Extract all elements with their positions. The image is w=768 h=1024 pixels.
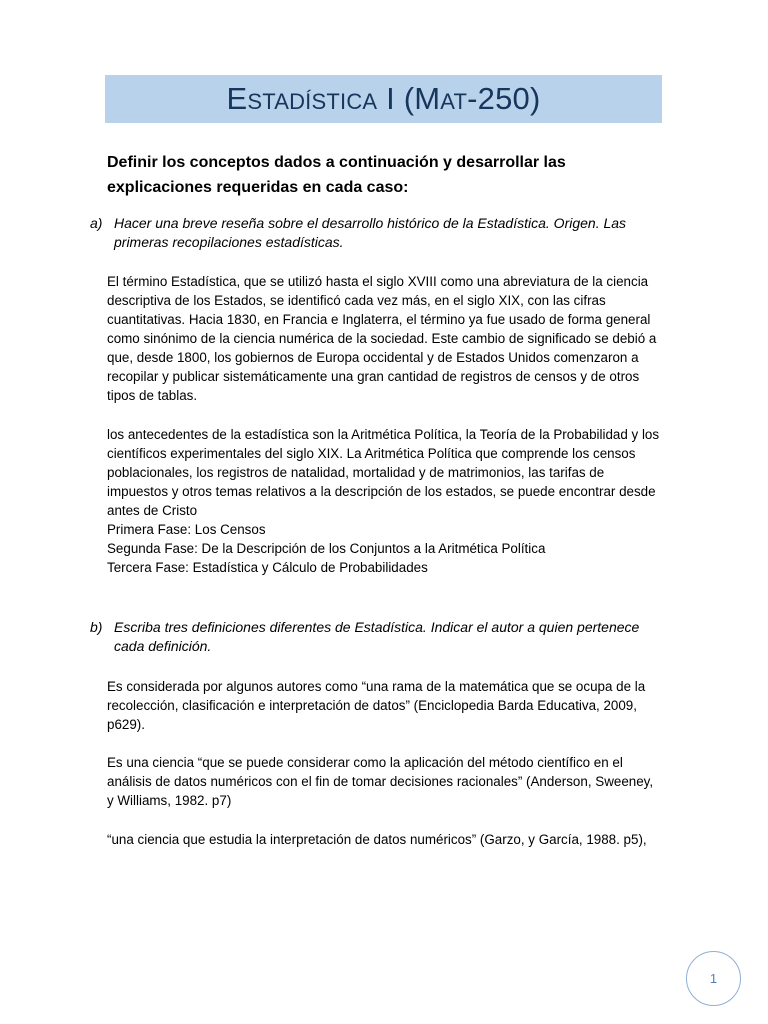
- definition-text: “una ciencia que estudia la interpretación de datos numéricos” (Garzo, y García, 1988. p5),: [107, 832, 647, 847]
- definition-2: [107, 753, 661, 810]
- section-b-letter: b): [90, 619, 103, 635]
- page-number: 1: [709, 971, 718, 986]
- phase-2: Segunda Fase: De la Descripción de los Conjuntos a la Aritmética Política: [107, 541, 546, 556]
- instruction-heading: Definir los conceptos dados a continuación y desarrollar las explicaciones requeridas en cada caso:: [107, 154, 566, 196]
- paragraph-text: El término Estadística, que se utilizó hasta el siglo XVIII como una abreviatura de la ciencia descriptiva de los Estados, se identificó cada vez más, en el siglo XIX, con las cifras cuantitativas. Hacia 1830, en Francia e Inglaterra, el término ya fue usado de forma general como sinónimo de la ciencia numérica de la sociedad. Este cambio de significado se debió a que, desde 1800, los gobiernos de Europa occidental y de Estados Unidos comenzaron a recopilar y publicar sistemáticamente una gran cantidad de registros de censos y de otros tipos de tablas.: [107, 274, 657, 403]
- section-a-paragraph-2: [107, 425, 661, 577]
- section-b-prompt-text: Escriba tres definiciones diferentes de Estadística. Indicar el autor a quien pertenece cada definición.: [114, 619, 640, 654]
- section-a-letter: a): [90, 215, 103, 231]
- section-a-paragraph-1: [107, 272, 661, 405]
- phase-1: Primera Fase: Los Censos: [107, 522, 266, 537]
- definition-1: [107, 677, 661, 734]
- paragraph-text: los antecedentes de la estadística son la Aritmética Política, la Teoría de la Probabilidad y los científicos experimentales del siglo XIX. La Aritmética Política que comprende los censos poblacionales, los registros de natalidad, mortalidad y de matrimonios, las tarifas de impuestos y otros temas relativos a la descripción de los estados, se puede encontrar desde antes de Cristo: [107, 427, 660, 518]
- section-a-prompt: [90, 214, 670, 252]
- definition-text: Es una ciencia “que se puede considerar como la aplicación del método científico en el análisis de datos numéricos con el fin de tomar decisiones racionales” (Anderson, Sweeney, y Williams, 1982. p7): [107, 755, 654, 808]
- definition-text: Es considerada por algunos autores como “una rama de la matemática que se ocupa de la recolección, clasificación e interpretación de datos” (Enciclopedia Barda Educativa, 2009, p629).: [107, 679, 646, 732]
- page-title: Estadística I (Mat-250): [226, 81, 541, 116]
- title-banner: [105, 75, 662, 123]
- section-b-prompt: [90, 618, 670, 656]
- phase-3: Tercera Fase: Estadística y Cálculo de Probabilidades: [107, 560, 428, 575]
- page-number-badge: [686, 951, 741, 1006]
- section-a-prompt-text: Hacer una breve reseña sobre el desarrollo histórico de la Estadística. Origen. Las primeras recopilaciones estadísticas.: [114, 215, 627, 250]
- definition-3: [107, 830, 661, 849]
